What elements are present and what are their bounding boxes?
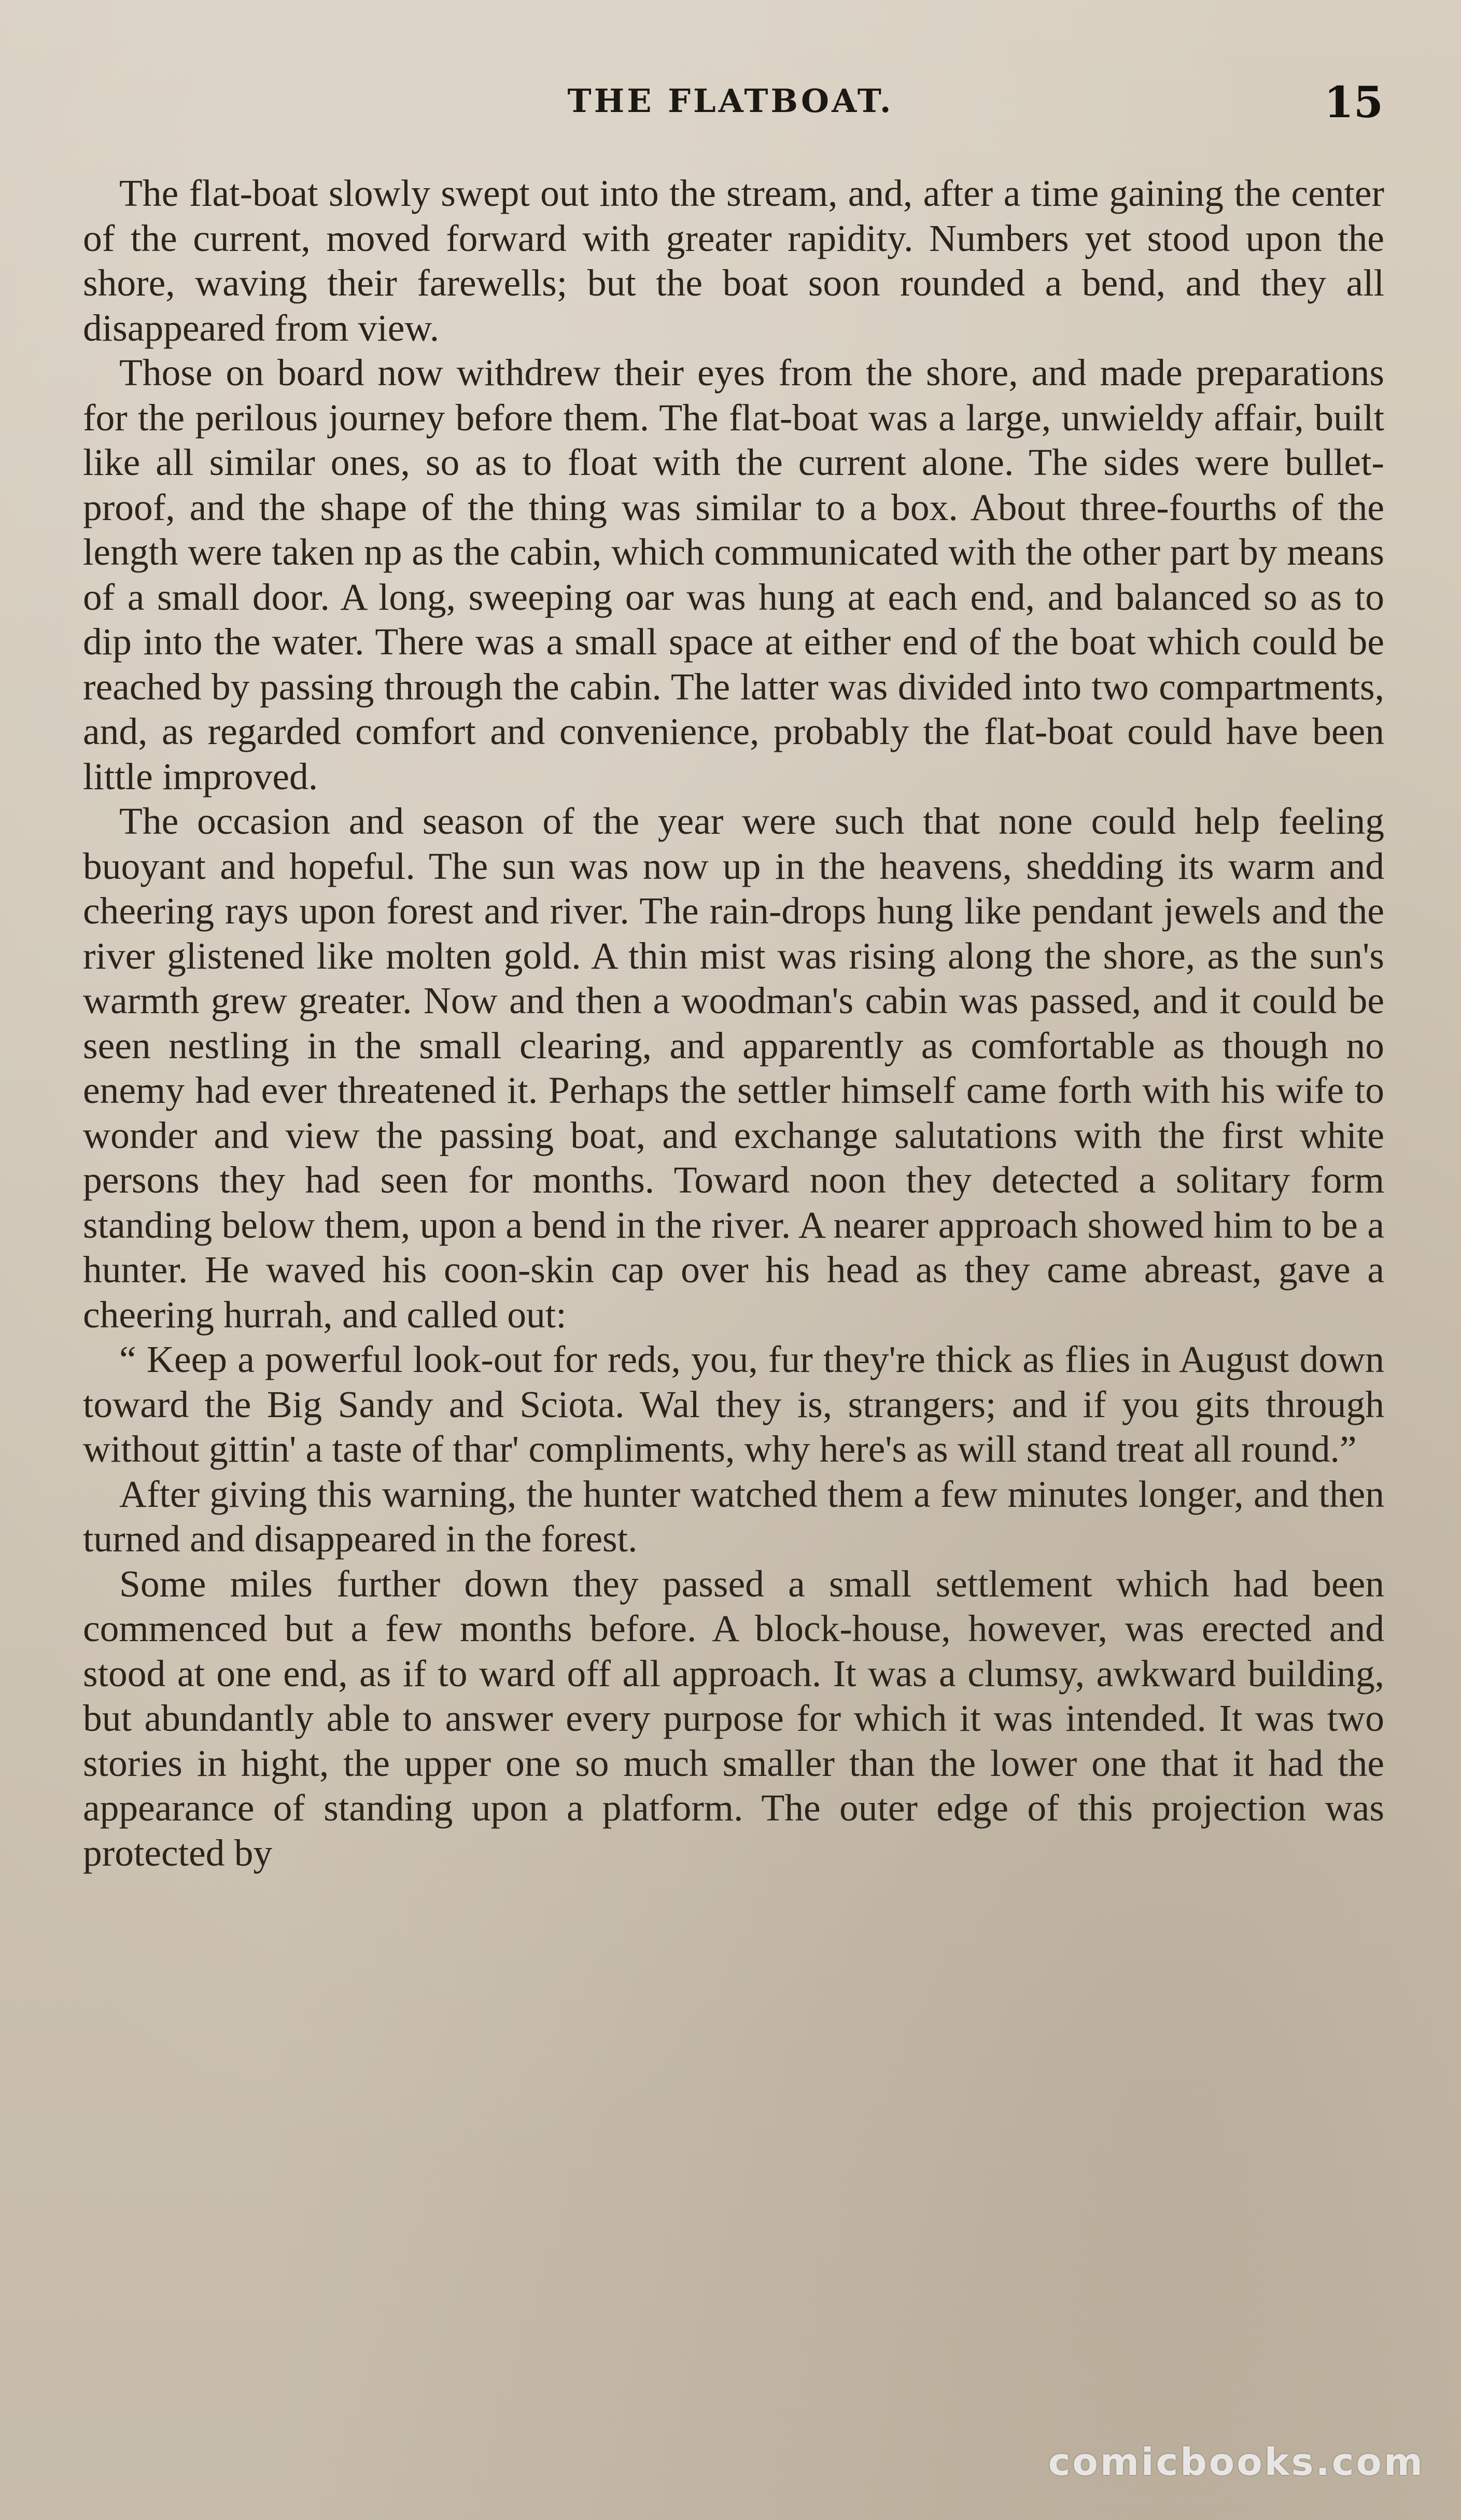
paragraph-5: After giving this warning, the hunter watched them a few minutes longer, and then turned and disappeared in the forest. [83, 1473, 1384, 1560]
paragraph-3: The occasion and season of the year were such that none could help feeling buoyant and hopeful. The sun was now up in the heavens, shedding its warm and cheering rays upon forest and river. The rain-drops hung like pendant jewels and the river glistened like molten gold. A thin mist was rising along the shore, as the sun's warmth grew greater. Now and then a woodman's cabin was passed, and it could be seen nestling in the small clearing, and apparently as comfortable as though no enemy had ever threatened it. Perhaps the settler himself came forth with his wife to wonder and view the passing boat, and exchange salutations with the first white persons they had seen for months. Toward noon they detected a solitary form standing below them, upon a bend in the river. A nearer approach showed him to be a hunter. He waved his coon-skin cap over his head as they came abreast, gave a cheering hurrah, and called out: [83, 800, 1384, 1336]
body-text [83, 171, 1384, 1875]
paragraph-6: Some miles further down they passed a small settlement which had been commenced but a few months before. A block-house, however, was erected and stood at one end, as if to ward off all approach. It was a clumsy, awkward building, but abundantly able to answer every purpose for which it was intended. It was two stories in hight, the upper one so much smaller than the lower one that it had the appearance of standing upon a platform. The outer edge of this projection was protected by [83, 1562, 1384, 1874]
watermark: comicbooks.com [1048, 2440, 1425, 2484]
page-number: 15 [1324, 78, 1383, 128]
running-header [0, 78, 1461, 140]
paragraph-2: Those on board now withdrew their eyes from the shore, and made preparations for the perilous journey before them. The flat-boat was a large, unwieldy affair, built like all similar ones, so as to float with the current alone. The sides were bullet-proof, and the shape of the thing was similar to a box. About three-fourths of the length were taken np as the cabin, which communicated with the other part by means of a small door. A long, sweeping oar was hung at each end, and balanced so as to dip into the water. There was a small space at either end of the boat which could be reached by passing through the cabin. The latter was divided into two compartments, and, as regarded comfort and convenience, probably the flat-boat could have been little improved. [83, 352, 1384, 797]
paragraph-1: The flat-boat slowly swept out into the stream, and, after a time gaining the center of the current, moved forward with greater rapidity. Numbers yet stood upon the shore, waving their farewells; but the boat soon rounded a bend, and they all disappeared from view. [83, 172, 1384, 349]
paragraph-4: “ Keep a powerful look-out for reds, you, fur they're thick as flies in August down toward the Big Sandy and Sciota. Wal they is, strangers; and if you gits through without gittin' a taste of thar' compliments, why here's as will stand treat all round.” [83, 1338, 1384, 1470]
running-title: THE FLATBOAT. [567, 82, 894, 120]
